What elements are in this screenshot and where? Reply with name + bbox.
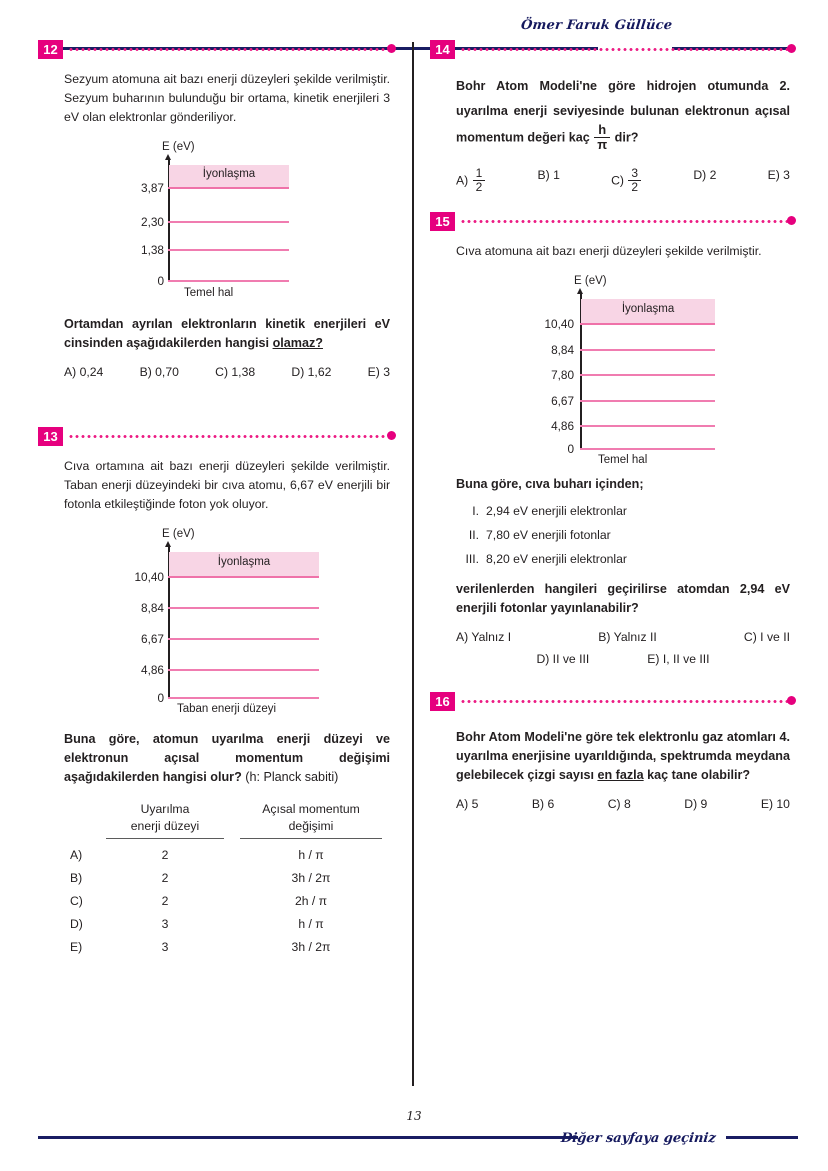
question-16-option-c[interactable]: C) 8 [607, 797, 631, 812]
option-value: 3 [783, 168, 790, 183]
tick-label-8.84: 8,84 [551, 343, 575, 358]
energy-level-4.86 [168, 669, 319, 671]
row-letter: C) [70, 894, 83, 909]
table-row[interactable] [64, 894, 382, 908]
question-12-option-c[interactable]: C) 1,38 [215, 365, 256, 379]
question-16-header [430, 692, 798, 714]
question-12 [38, 40, 398, 379]
dotted-rule [68, 435, 388, 438]
energy-level-1.38 [168, 249, 289, 251]
option-fraction [473, 167, 486, 193]
tick-label-6.67: 6,67 [551, 394, 575, 409]
question-13 [38, 427, 398, 954]
roman-item-text: 2,94 eV enerjili elektronlar [486, 504, 627, 519]
option-value: 1 [553, 168, 560, 183]
question-15-options-row2 [456, 652, 790, 666]
energy-level-0 [580, 448, 715, 450]
question-13-header [38, 427, 398, 449]
row-level: 3 [161, 940, 169, 955]
question-15-option-c[interactable]: C) I ve II [743, 630, 790, 645]
footer-rule-right [726, 1136, 798, 1139]
question-12-body [38, 70, 398, 379]
x-axis-label: Temel hal [598, 454, 648, 467]
energy-level-8.84 [580, 349, 715, 351]
question-14-options [456, 168, 790, 194]
question-15 [430, 212, 798, 666]
dot-end-marker [387, 431, 396, 440]
table-header-col1 [106, 801, 224, 839]
question-14-option-b[interactable] [538, 168, 560, 194]
energy-level-4.86 [580, 425, 715, 427]
option-value: 2 [709, 168, 717, 183]
option-letter: E) [767, 168, 780, 183]
option-letter: B) [537, 168, 550, 183]
fraction-denominator: π [594, 137, 610, 152]
energy-level-0 [168, 280, 289, 282]
tick-label-1.38: 1,38 [141, 243, 164, 257]
row-momentum: 2h / π [294, 894, 328, 909]
table-row[interactable] [64, 940, 382, 954]
table-header-rule-col1 [106, 838, 224, 839]
energy-level-7.80 [580, 374, 715, 376]
dotted-rule [460, 48, 788, 51]
question-12-option-d[interactable]: D) 1,62 [291, 365, 332, 379]
row-letter: E) [70, 940, 83, 955]
question-12-energy-diagram [64, 141, 390, 303]
list-item [456, 527, 790, 544]
energy-level-6.67 [168, 638, 319, 640]
ionization-label: İyonlaşma [217, 556, 271, 568]
question-14-option-c[interactable] [611, 168, 642, 194]
fraction-denominator: 2 [473, 180, 486, 194]
question-15-prompt: verilenlerden hangileri geçirilirse atomdan 2,94 eV enerjili fotonlar yayınlanabilir? [456, 582, 790, 616]
table-header-col2-line1: Açısal momentum [262, 802, 360, 816]
roman-item-text: 8,20 eV enerjili elektronlar [486, 552, 627, 567]
question-12-options [64, 365, 390, 379]
footer-note: Diğer sayfaya geçiniz [560, 1131, 717, 1146]
row-level: 2 [161, 848, 169, 863]
fraction-numerator: 3 [631, 166, 639, 181]
question-12-option-a[interactable]: A) 0,24 [64, 365, 104, 379]
energy-level-8.84 [168, 607, 319, 609]
question-14-header [430, 40, 798, 62]
option-letter: C) [611, 173, 624, 188]
question-15-number: 15 [430, 212, 455, 231]
question-12-stem: Sezyum atomuna ait bazı enerji düzeyleri şekilde verilmiştir. Sezyum buharının bulunduğu bir ortama, kinetik enerjileri 3 eV olan elektronlar gönderiliyor. [64, 72, 391, 124]
row-gap [224, 894, 240, 908]
question-13-prompt-text: Buna göre, atomun uyarılma enerji düzeyi ve elektronun açısal momentum değişimi aşağıdakilerden hangisi olur? [64, 732, 391, 784]
fraction-numerator: 1 [475, 166, 483, 181]
question-13-prompt [64, 730, 390, 787]
fraction-denominator: 2 [628, 180, 641, 194]
option-fraction [628, 167, 641, 193]
question-16-option-e[interactable]: E) 10 [760, 797, 790, 812]
question-16-number: 16 [430, 692, 455, 711]
question-15-body [430, 242, 798, 666]
table-row[interactable] [64, 917, 382, 931]
row-gap [224, 917, 240, 931]
question-12-option-e[interactable]: E) 3 [367, 365, 391, 379]
dot-end-marker [387, 44, 396, 53]
dotted-rule [460, 700, 788, 703]
roman-numeral: I. [472, 504, 480, 519]
question-13-number: 13 [38, 427, 63, 446]
question-14-option-e[interactable] [768, 168, 790, 194]
list-item [456, 551, 790, 568]
table-row[interactable] [64, 871, 382, 885]
row-momentum: h / π [298, 848, 324, 863]
y-axis-label: E (eV) [162, 528, 195, 540]
y-axis-label: E (eV) [574, 275, 607, 288]
question-15-option-b[interactable]: B) Yalnız II [598, 630, 657, 645]
table-header-col1-line1: Uyarılma [140, 802, 190, 816]
question-16 [430, 692, 798, 811]
row-gap [224, 848, 240, 862]
y-axis-label: E (eV) [162, 141, 195, 153]
x-axis-label: Temel hal [184, 287, 234, 299]
dot-end-marker [787, 696, 796, 705]
tick-label-7.80: 7,80 [551, 368, 575, 383]
question-13-prompt-note: (h: Planck sabiti) [245, 770, 339, 784]
row-level: 2 [161, 894, 169, 909]
question-16-option-a[interactable]: A) 5 [456, 797, 479, 812]
table-header-col2-line2: değişimi [288, 819, 334, 833]
tick-label-2.30: 2,30 [141, 215, 164, 229]
dot-end-marker [787, 216, 796, 225]
option-letter: A) [456, 173, 469, 188]
column-divider [412, 42, 414, 1086]
row-gap [224, 940, 240, 954]
left-column [38, 40, 406, 1086]
list-item [456, 503, 790, 520]
question-16-prompt-underlined: en fazla [597, 768, 644, 783]
footer-rule-left [38, 1136, 578, 1139]
tick-label-6.67: 6,67 [141, 632, 164, 646]
question-15-stem: Cıva atomuna ait bazı enerji düzeyleri şekilde verilmiştir. [456, 244, 762, 259]
tick-label-8.84: 8,84 [141, 601, 164, 615]
question-15-roman-list [456, 503, 790, 568]
question-15-option-e[interactable]: E) I, II ve III [647, 652, 710, 667]
question-14-prompt-text: Bohr Atom Modeli'ne göre hidrojen otumunda 2. uyarılma enerji seviyesinde bulunan elektronun açısal momentum değeri kaç [456, 79, 790, 145]
table-header-col1-line2: enerji düzeyi [130, 819, 200, 833]
author-signature: Ömer Faruk Güllüce [520, 18, 673, 33]
tick-label-3.87: 3,87 [141, 181, 164, 195]
question-16-prompt-tail: kaç tane olabilir? [643, 768, 751, 783]
roman-numeral: II. [468, 528, 480, 543]
question-15-option-a[interactable]: A) Yalnız I [456, 630, 512, 645]
dotted-rule [460, 220, 788, 223]
question-15-energy-diagram [456, 275, 790, 471]
question-12-header [38, 40, 398, 62]
dot-end-marker [787, 44, 796, 53]
energy-level-2.30 [168, 221, 289, 223]
question-14-prompt [456, 74, 790, 152]
question-15-header [430, 212, 798, 234]
row-letter: D) [70, 917, 83, 932]
question-12-prompt-text: Ortamdan ayrılan elektronların kinetik enerjileri eV cinsinden aşağıdakilerden hangisi [64, 317, 391, 350]
ionization-label: İyonlaşma [621, 303, 675, 316]
h-over-pi-fraction [594, 123, 610, 151]
question-16-prompt [456, 728, 790, 785]
energy-level-6.67 [580, 400, 715, 402]
question-13-answer-table [64, 801, 382, 954]
question-14-number: 14 [430, 40, 455, 59]
question-16-body [430, 728, 798, 811]
question-16-option-d[interactable]: D) 9 [684, 797, 708, 812]
row-gap [224, 871, 240, 885]
energy-level-0 [168, 697, 319, 699]
table-header-rule-col2 [240, 838, 382, 839]
question-13-body [38, 457, 398, 954]
row-momentum: 3h / 2π [291, 871, 331, 886]
question-12-number: 12 [38, 40, 63, 59]
row-letter: A) [70, 848, 83, 863]
table-col-gap [224, 801, 240, 839]
tick-label-0: 0 [157, 691, 164, 705]
question-14-body [430, 74, 798, 194]
question-15-options-row1 [456, 630, 790, 644]
question-14-option-d[interactable] [693, 168, 716, 194]
x-axis-label: Taban enerji düzeyi [177, 703, 277, 715]
question-14-option-a[interactable] [456, 168, 486, 194]
question-16-option-b[interactable]: B) 6 [531, 797, 555, 812]
roman-item-text: 7,80 eV enerjili fotonlar [486, 528, 611, 543]
energy-level-10.40 [580, 323, 715, 325]
question-14 [430, 40, 798, 194]
question-columns [38, 40, 798, 1086]
option-letter: D) [693, 168, 707, 183]
tick-label-10.40: 10,40 [134, 570, 164, 584]
question-15-lead: Buna göre, cıva buharı içinden; [456, 477, 644, 492]
question-12-option-b[interactable]: B) 0,70 [139, 365, 179, 379]
question-13-stem: Cıva ortamına ait bazı enerji düzeyleri şekilde verilmiştir. Taban enerji düzeyindeki bir cıva atomu, 6,67 eV enerjili bir fotonla etkileştiğinde foton yok oluyor. [64, 459, 391, 511]
energy-level-10.40 [168, 576, 319, 578]
page-number: 13 [406, 1109, 422, 1123]
fraction-numerator: h [598, 122, 607, 137]
table-header-col2 [240, 801, 382, 839]
table-row[interactable] [64, 848, 382, 862]
question-16-prompt-text: Bohr Atom Modeli'ne göre tek elektronlu gaz atomları 4. uyarılma enerjisine uyarıldığında, spektrumda meydana gelebilecek çizgi sayısı [456, 730, 790, 783]
energy-level-3.87 [168, 187, 289, 189]
question-16-options [456, 797, 790, 811]
dotted-rule [68, 48, 388, 51]
row-level: 2 [161, 871, 169, 886]
right-column [430, 40, 798, 1086]
ionization-label: İyonlaşma [202, 168, 256, 180]
row-momentum: 3h / 2π [291, 940, 331, 955]
question-15-option-d[interactable]: D) II ve III [536, 652, 590, 667]
tick-label-10.40: 10,40 [544, 317, 575, 332]
question-13-energy-diagram [64, 528, 390, 718]
roman-numeral: III. [465, 552, 480, 567]
tick-label-0: 0 [567, 442, 575, 457]
row-letter: B) [70, 871, 83, 886]
row-level: 3 [161, 917, 169, 932]
question-12-prompt-underlined: olamaz? [272, 336, 323, 350]
row-momentum: h / π [298, 917, 324, 932]
tick-label-4.86: 4,86 [551, 419, 575, 434]
table-header-row [64, 801, 382, 839]
question-14-prompt-tail: dir? [614, 130, 639, 145]
tick-label-0: 0 [157, 274, 164, 288]
question-12-prompt [64, 315, 390, 353]
tick-label-4.86: 4,86 [141, 663, 164, 677]
table-header-spacer [64, 801, 106, 839]
